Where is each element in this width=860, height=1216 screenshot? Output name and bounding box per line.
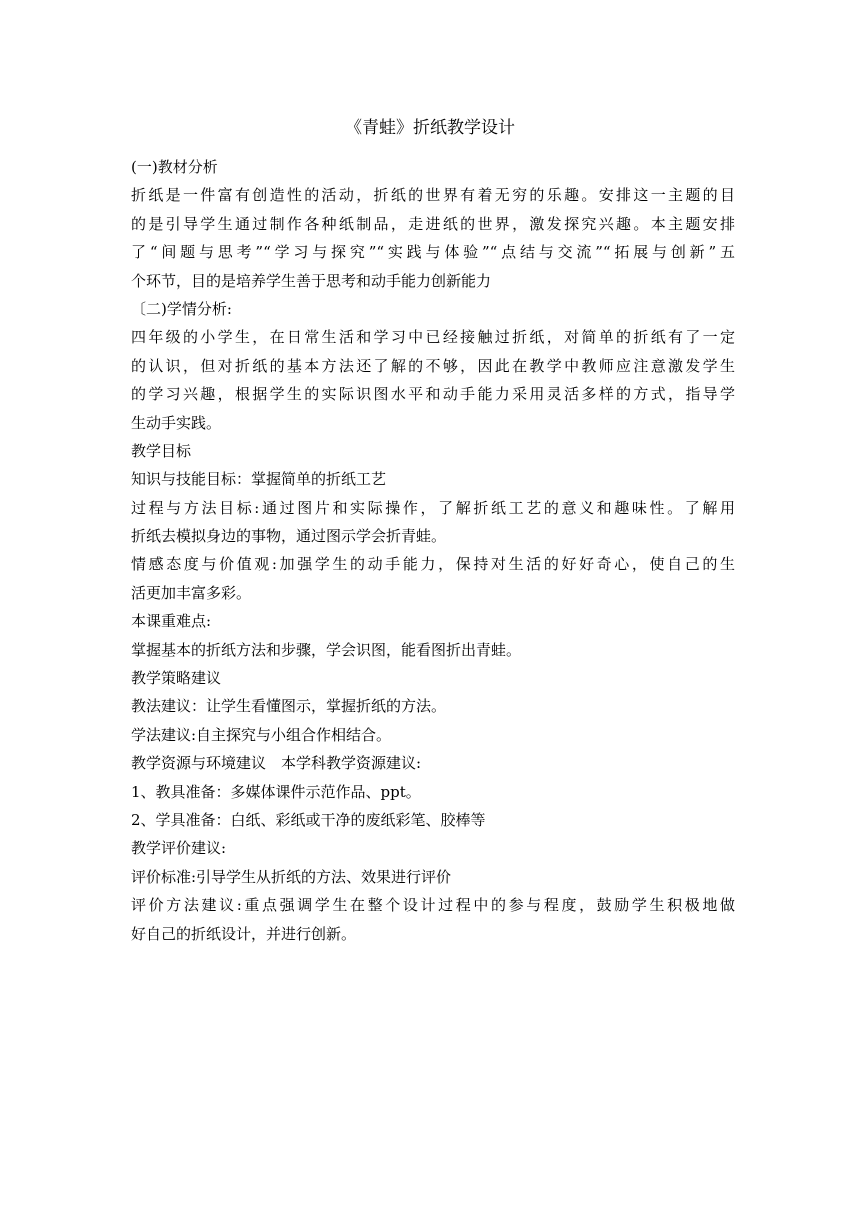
- section-heading-student-analysis: 〔二)学情分析:: [131, 299, 232, 318]
- list-item: 1、教具准备：多媒体课件示范作品、ppt。: [131, 782, 421, 801]
- section-heading-evaluation: 教学评价建议:: [131, 839, 227, 858]
- paragraph-line: 个环节，目的是培养学生善于思考和动手能力创新能力: [131, 271, 492, 290]
- paragraph-line: 四年级的小学生，在日常生活和学习中已经接触过折纸，对简单的折纸有了一定: [131, 328, 735, 347]
- goal-process-methods: 过程与方法目标:通过图片和实际操作，了解折纸工艺的意义和趣味性。了解用: [131, 498, 735, 517]
- paragraph-line: 评价方法建议:重点强调学生在整个设计过程中的参与程度，鼓励学生积极地做: [131, 896, 735, 915]
- section-heading-teaching-goals: 教学目标: [131, 441, 192, 460]
- paragraph-line: 掌握基本的折纸方法和步骤，学会识图，能看图折出青蛙。: [131, 640, 522, 659]
- paragraph-line: 的认识，但对折纸的基本方法还了解的不够，因此在教学中教师应注意激发学生: [131, 356, 735, 375]
- document-title: 《青蛙》折纸教学设计: [345, 118, 515, 138]
- paragraph-line: 好自己的折纸设计，并进行创新。: [131, 924, 357, 943]
- paragraph-line: 评价标准:引导学生从折纸的方法、效果进行评价: [131, 867, 452, 886]
- paragraph-line: 折纸去模拟身边的事物，通过图示学会折青蛙。: [131, 527, 447, 546]
- document-body: [131, 153, 735, 948]
- goal-knowledge-skills: 知识与技能目标：掌握简单的折纸工艺: [131, 470, 387, 489]
- paragraph-line: 的学习兴趣，根据学生的实际识图水平和动手能力采用灵活多样的方式，指导学: [131, 385, 735, 404]
- paragraph-line: 活更加丰富多彩。: [131, 583, 252, 602]
- paragraph-line: 生动手实践。: [131, 413, 222, 432]
- paragraph-line: 教法建议：让学生看懂图示，掌握折纸的方法。: [131, 697, 447, 716]
- goal-emotion-values: 情感态度与价值观:加强学生的动手能力，保持对生活的好好奇心，使自己的生: [131, 555, 735, 574]
- section-heading-teaching-strategy: 教学策略建议: [131, 669, 222, 688]
- paragraph-line: 的是引导学生通过制作各种纸制品，走进纸的世界，激发探究兴趣。本主题安排: [131, 214, 735, 233]
- section-heading-key-points: 本课重难点:: [131, 612, 212, 631]
- section-heading-textbook-analysis: (一)教材分析: [131, 158, 218, 176]
- paragraph-line: 了“间题与思考”“学习与探究”“实践与体验”“点结与交流”“拓展与创新”五: [131, 243, 735, 262]
- paragraph-line: 学法建议:自主探究与小组合作相结合。: [131, 725, 392, 744]
- paragraph-line: 折纸是一件富有创造性的活动，折纸的世界有着无穷的乐趣。安排这一主题的目: [131, 186, 735, 205]
- section-heading-resources: 教学资源与环境建议 本学科教学资源建议:: [131, 754, 422, 773]
- list-item: 2、学具准备：白纸、彩纸或干净的废纸彩笔、胶棒等: [131, 810, 486, 829]
